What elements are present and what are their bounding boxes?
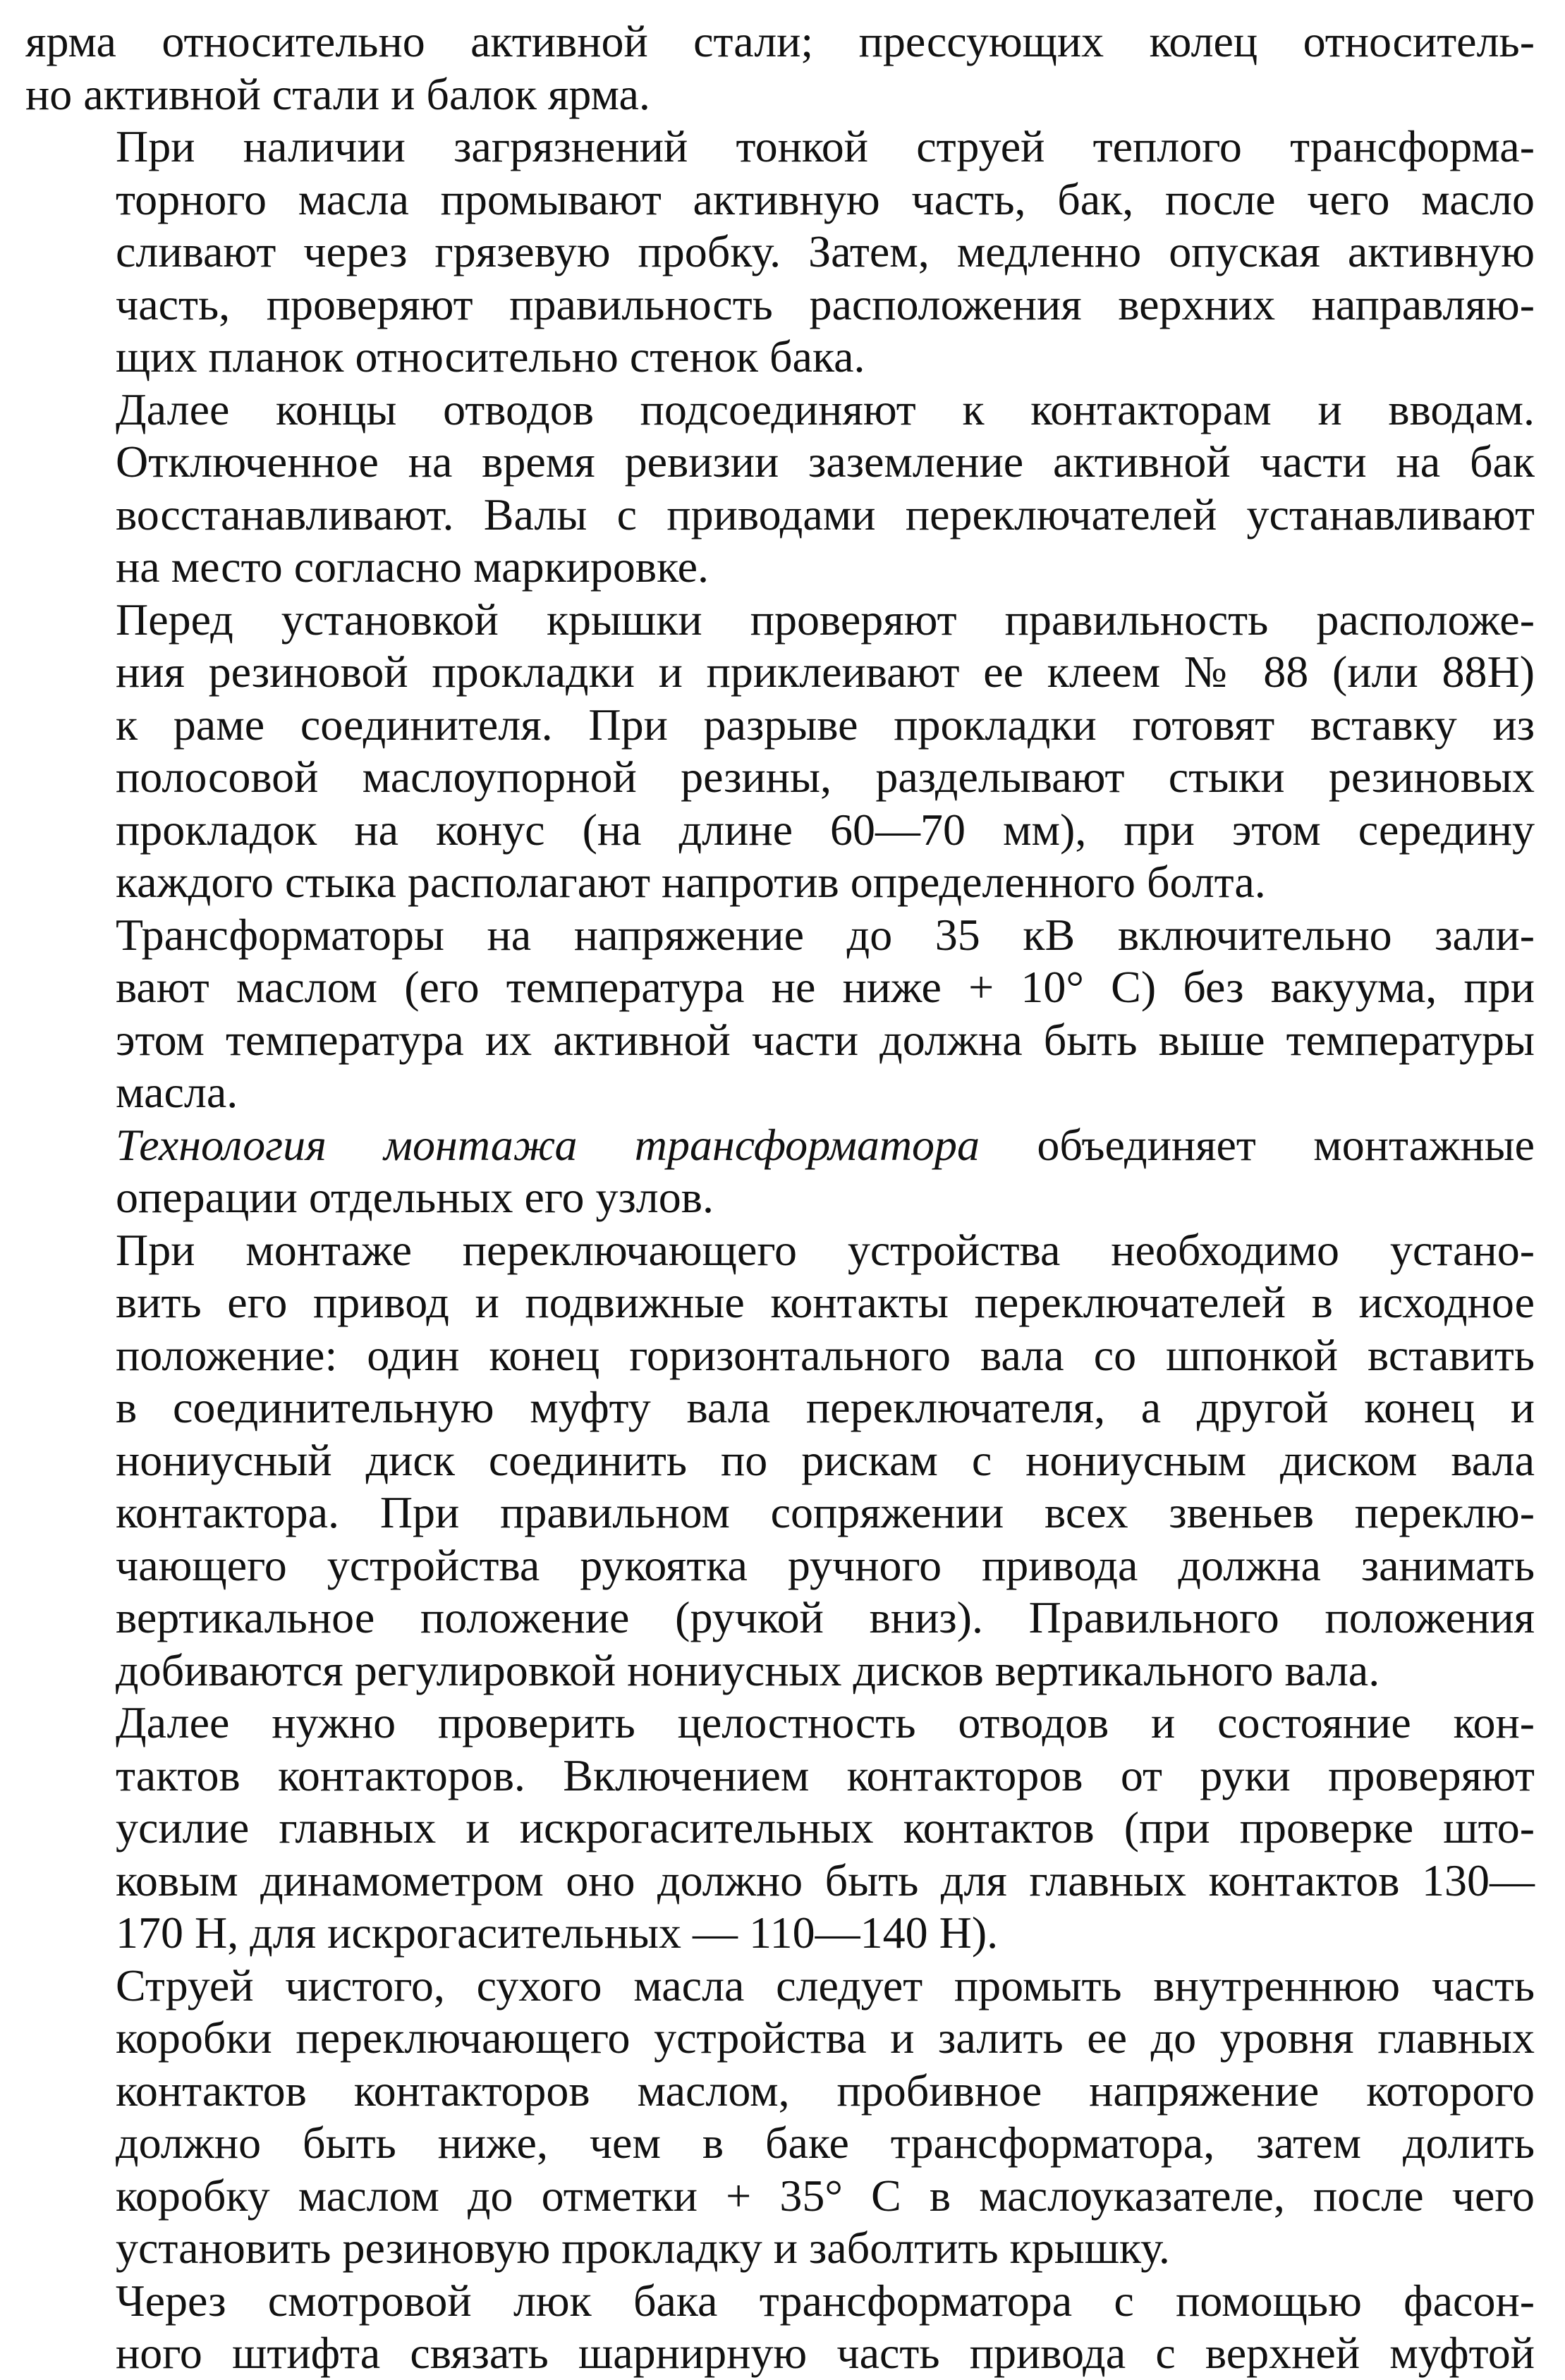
text-line: коробку маслом до отметки + 35° С в маслоуказателе, после чего <box>116 2170 1535 2221</box>
text-line: масла. <box>116 1067 238 1117</box>
text-line: положение: один конец горизонтального вала со шпонкой вставить <box>116 1329 1535 1380</box>
text-line: операции отдельных его узлов. <box>116 1172 714 1222</box>
text-line: При наличии загрязнений тонкой струей теплого трансформа- <box>116 121 1535 171</box>
paragraph <box>25 1960 1535 2275</box>
text-line: прокладок на конус (на длине 60—70 мм), при этом середину <box>116 804 1535 855</box>
text-line: Отключенное на время ревизии заземление активной части на бак <box>116 437 1535 487</box>
text-line: вить его привод и подвижные контакты переключателей в исходное <box>116 1277 1535 1327</box>
text-line: торного масла промывают активную часть, бак, после чего масло <box>116 173 1535 224</box>
text-line: но активной стали и балок ярма. <box>25 68 650 119</box>
text-line <box>25 1119 1535 1172</box>
line-text: объединяет монтажные <box>980 1119 1535 1170</box>
paragraph <box>25 1697 1535 1960</box>
text-line: 170 Н, для искрогасительных — 110—140 Н). <box>116 1908 999 1958</box>
text-line: Через смотровой люк бака трансформатора с помощью фасон- <box>116 2275 1535 2326</box>
document-page <box>25 16 1535 2380</box>
paragraph <box>25 16 1535 121</box>
paragraph <box>25 1119 1535 1224</box>
text-line: ния резиновой прокладки и приклеивают ее клеем № 88 (или 88Н) <box>116 647 1535 697</box>
text-line: коробки переключающего устройства и залить ее до уровня главных <box>116 2013 1535 2063</box>
text-line: восстанавливают. Валы с приводами переключателей устанавливают <box>116 489 1535 539</box>
text-line: нониусный диск соединить по рискам с нониусным диском вала <box>116 1434 1535 1485</box>
text-line: в соединительную муфту вала переключателя, а другой конец и <box>116 1382 1535 1432</box>
text-line: ковым динамометром оно должно быть для главных контактов 130— <box>116 1855 1535 1905</box>
text-line: контактов контакторов маслом, пробивное напряжение которого <box>116 2065 1535 2116</box>
paragraph <box>25 2275 1535 2380</box>
paragraph <box>25 1224 1535 1697</box>
text-line: При монтаже переключающего устройства необходимо устано- <box>116 1224 1535 1275</box>
text-line: Перед установкой крышки проверяют правильность расположе- <box>116 594 1535 645</box>
paragraph <box>25 909 1535 1119</box>
text-line: добиваются регулировкой нониусных дисков вертикального вала. <box>116 1644 1380 1695</box>
text-line: вают маслом (его температура не ниже + 10° С) без вакуума, при <box>116 962 1535 1012</box>
text-line: часть, проверяют правильность расположения верхних направляю- <box>116 279 1535 329</box>
text-line: вертикальное положение (ручкой вниз). Правильного положения <box>116 1592 1535 1642</box>
text-line: контактора. При правильном сопряжении всех звеньев переклю- <box>116 1487 1535 1537</box>
text-line: чающего устройства рукоятка ручного привода должна занимать <box>116 1539 1535 1590</box>
text-line: ярма относительно активной стали; прессующих колец относитель- <box>25 16 1535 66</box>
text-line: полосовой маслоупорной резины, разделывают стыки резиновых <box>116 752 1535 802</box>
text-line: к раме соединителя. При разрыве прокладки готовят вставку из <box>116 699 1535 750</box>
text-line: Трансформаторы на напряжение до 35 кВ включительно зали- <box>116 909 1535 960</box>
italic-term: Технология монтажа трансформатора <box>116 1119 980 1170</box>
body-text <box>25 16 1535 2380</box>
text-line: ного штифта связать шарнирную часть привода с верхней муфтой <box>116 2328 1535 2378</box>
text-line: этом температура их активной части должна быть выше температуры <box>116 1014 1535 1065</box>
text-line: усилие главных и искрогасительных контактов (при проверке што- <box>116 1802 1535 1853</box>
text-line: тактов контакторов. Включением контакторов от руки проверяют <box>116 1750 1535 1800</box>
text-line: Струей чистого, сухого масла следует промыть внутреннюю часть <box>116 1960 1535 2010</box>
text-line: Далее нужно проверить целостность отводов и состояние кон- <box>116 1697 1535 1747</box>
text-line: на место согласно маркировке. <box>116 542 710 592</box>
text-line: установить резиновую прокладку и заболтить крышку. <box>116 2223 1170 2273</box>
text-line: сливают через грязевую пробку. Затем, медленно опуская активную <box>116 226 1535 276</box>
paragraph <box>25 121 1535 384</box>
text-line: Далее концы отводов подсоединяют к контакторам и вводам. <box>116 384 1535 434</box>
text-line: щих планок относительно стенок бака. <box>116 331 865 382</box>
text-line: должно быть ниже, чем в баке трансформатора, затем долить <box>116 2118 1535 2168</box>
paragraph <box>25 384 1535 594</box>
paragraph <box>25 594 1535 909</box>
text-line: каждого стыка располагают напротив определенного болта. <box>116 857 1266 907</box>
